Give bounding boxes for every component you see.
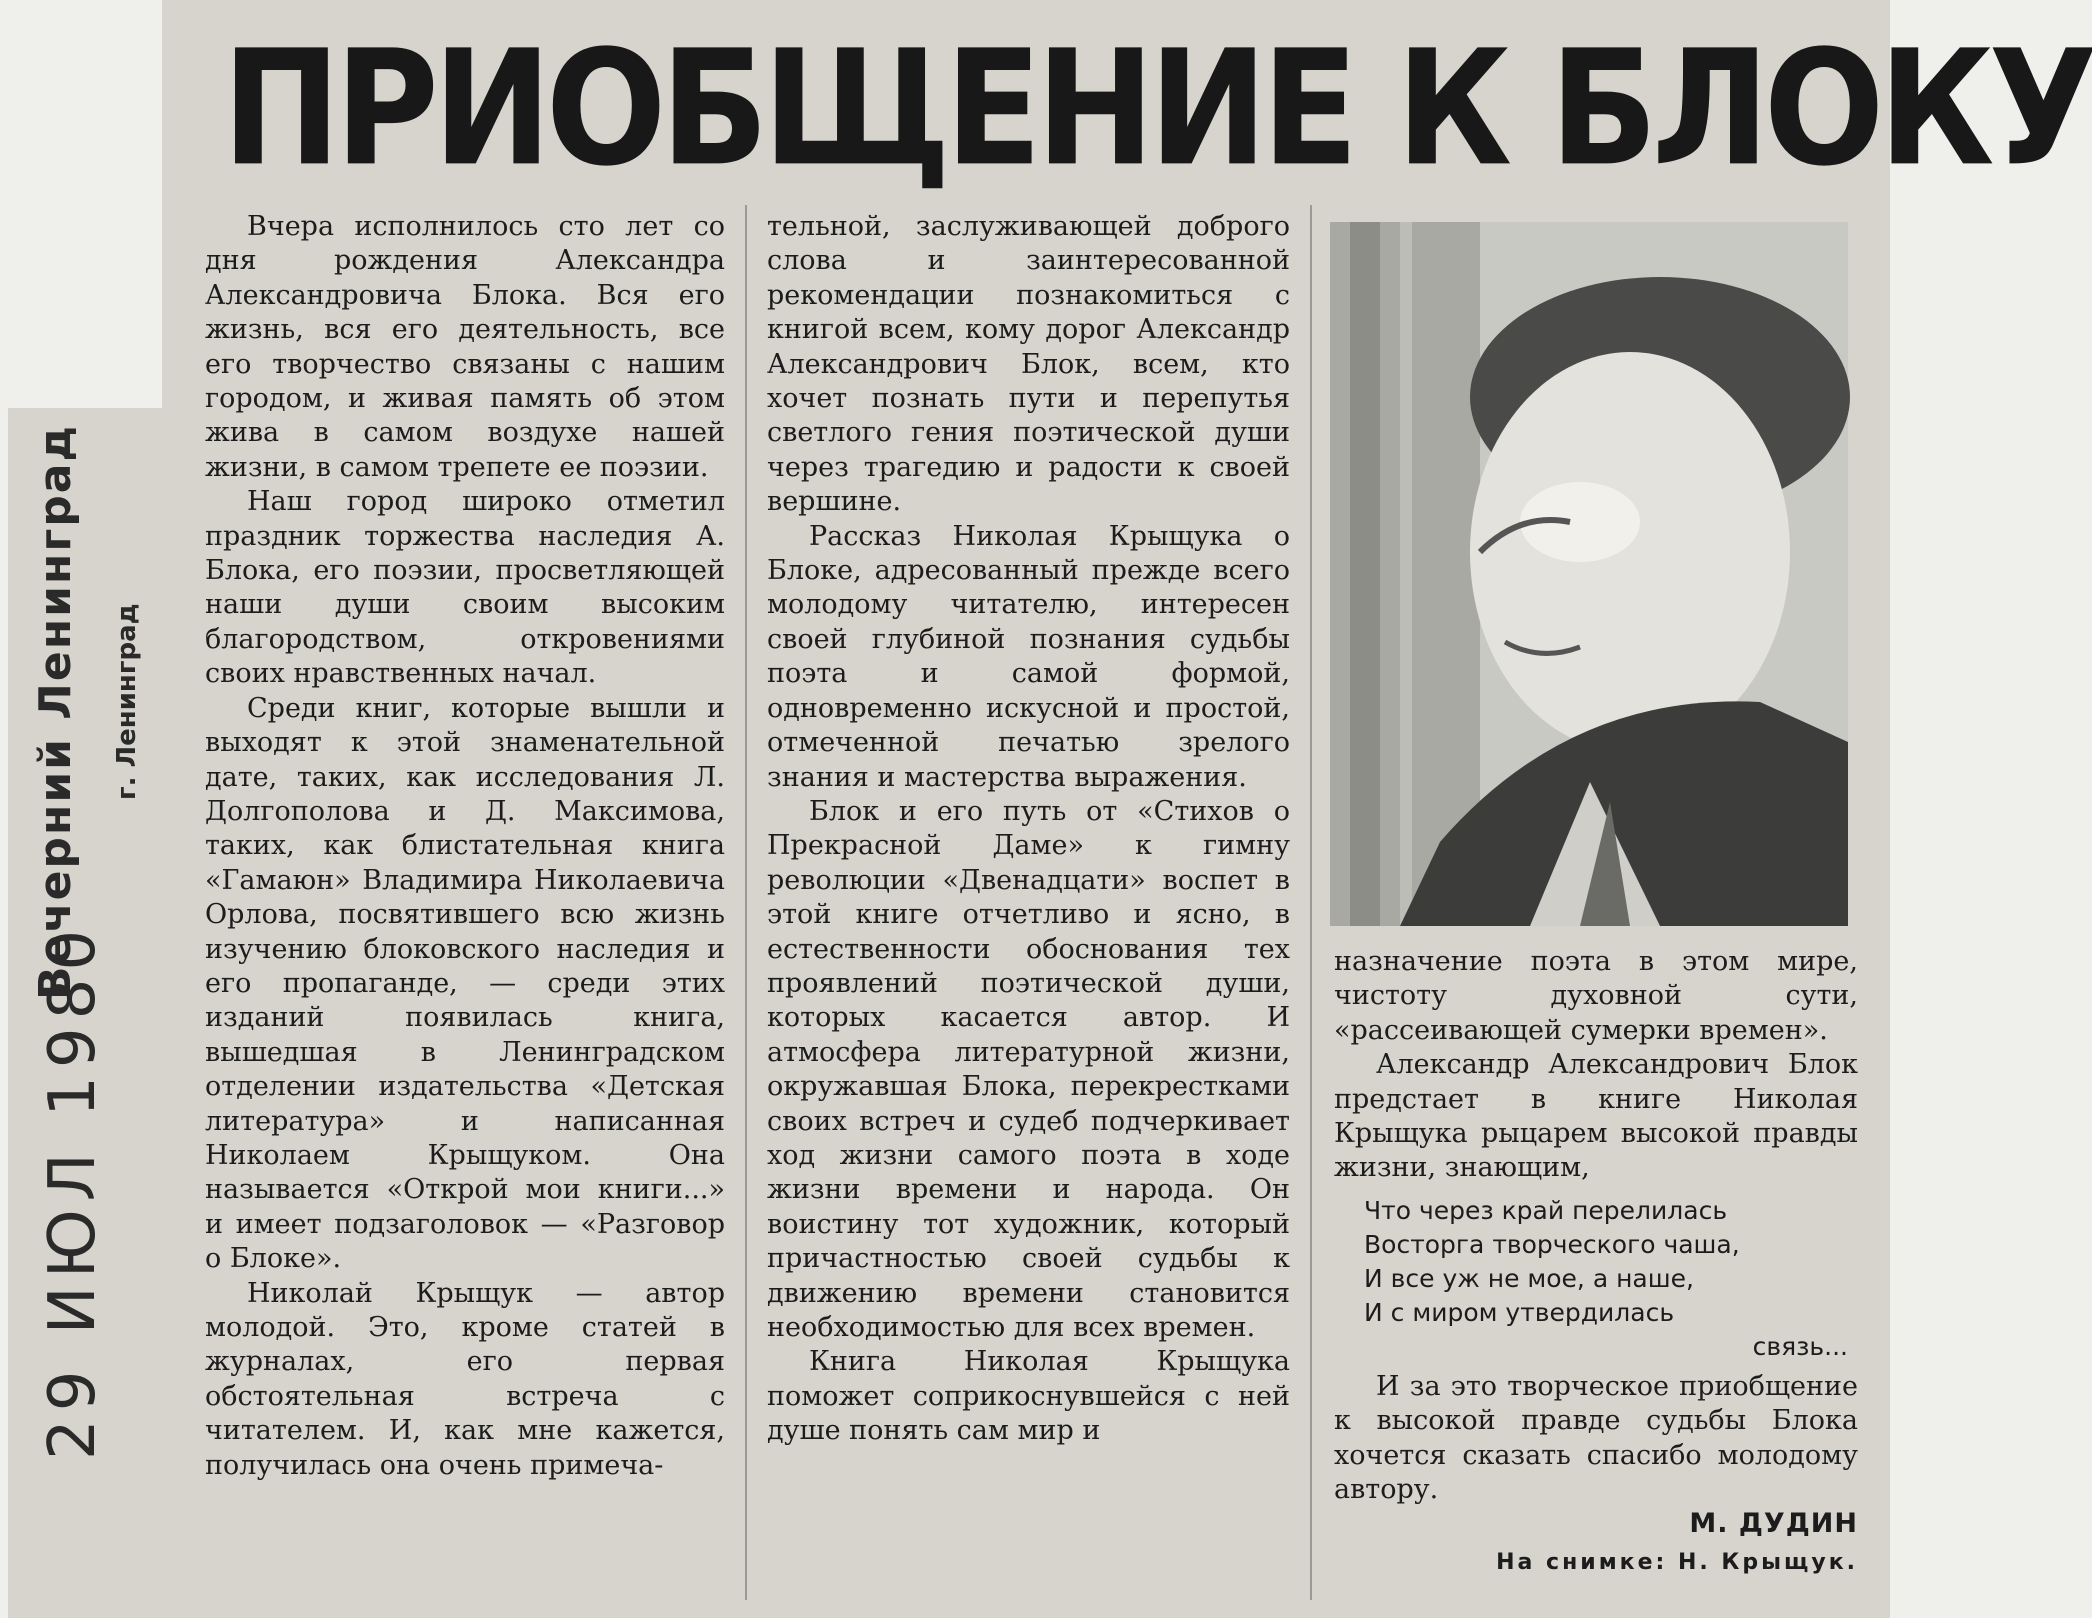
paragraph: И за это творческое приобщение к высокой правде судьбы Блока хочется сказать спасибо молодому автору.	[1334, 1370, 1858, 1506]
paragraph: Александр Александрович Блок предстает в книге Николая Крыщука рыцарем высокой правды жизни, знающим,	[1334, 1049, 1858, 1184]
poem-line: И все уж не мое, а наше,	[1364, 1263, 1694, 1293]
photo-caption: На снимке: Н. Крыщук.	[1496, 1549, 1858, 1575]
paragraph: Николай Крыщук — автор молодой. Это, кроме статей в журналах, его первая обстоятельная встреча с читателем. И, как мне кажется, получилась она очень примеча-	[205, 1277, 725, 1481]
article-column-2	[767, 210, 1290, 1449]
headline: ПРИОБЩЕНИЕ К БЛОКУ	[222, 16, 2092, 202]
poem-quote	[1364, 1194, 1858, 1364]
paragraph: Среди книг, которые вышли и выходят к этой знаменательной дате, таких, как исследования Л. Долгополова и Д. Максимова, таких, как блистательная книга «Гамаюн» Владимира Николаевича Орлова, посвятившего всю жизнь изучению блоковского наследия и его пропаганде, — среди этих изданий появилась книга, вышедшая в Ленинградском отделении издательства «Детская литература» и написанная Николаем Крыщуком. Она называется «Открой мои книги...» и имеет подзаголовок — «Разговор о Блоке».	[205, 692, 725, 1275]
poem-line: связь...	[1752, 1331, 1848, 1361]
author-signature: М. ДУДИН	[1689, 1508, 1858, 1540]
paragraph: Наш город широко отметил праздник торжества наследия А. Блока, его поэзии, просветляющей наши души своим высоким благородством, откровениями своих нравственных начал.	[205, 486, 725, 690]
article-column-3	[1334, 945, 1858, 1580]
paragraph: Книга Николая Крыщука поможет соприкоснувшейся с ней душе понять сам мир и	[767, 1346, 1290, 1447]
paragraph: Рассказ Николая Крыщука о Блоке, адресованный прежде всего молодому читателю, интересен своей глубиной познания судьбы поэта и самой формой, одновременно искусной и простой, отмеченной печатью зрелого знания и мастерства выражения.	[767, 520, 1290, 793]
poem-line: И с миром утвердилась	[1364, 1297, 1675, 1327]
paragraph: тельной, заслуживающей доброго слова и заинтересованной рекомендации познакомиться с книгой всем, кому дорог Александр Александрович Блок, всем, кто хочет познать пути и перепутья светлого гения поэтической души через трагедию и радости к своей вершине.	[767, 211, 1290, 518]
column-rule-1	[745, 205, 747, 1600]
paragraph: Блок и его путь от «Стихов о Прекрасной Даме» к гимну революции «Двенадцати» воспет в этой книге отчетливо и ясно, в естественности обоснования тех проявлений поэтической души, которых касается автор. И атмосфера литературной жизни, окружавшая Блока, перекрестками своих встреч и судеб подчеркивает ход жизни самого поэта в ходе жизни времени и народа. Он воистину тот художник, который причастностью своей судьбы к движению времени становится необходимостью для всех времен.	[767, 795, 1290, 1343]
stamp-newspaper-name: Вечерний Ленинград	[30, 423, 81, 1000]
poem-line: Что через край перелилась	[1364, 1195, 1728, 1225]
portrait-photo-icon	[1330, 222, 1848, 926]
poem-line: Восторга творческого чаша,	[1364, 1229, 1740, 1259]
column-rule-2	[1310, 205, 1312, 1600]
paragraph: Вчера исполнилось сто лет со дня рождения Александра Александровича Блока. Вся его жизнь, вся его деятельность, все его творчество связаны с нашим городом, и живая память об этом жива в самом воздухе нашей жизни, в самом трепете ее поэзии.	[205, 211, 725, 483]
stamp-city: г. Ленинград	[112, 603, 142, 800]
paragraph: назначение поэта в этом мире, чистоту духовной сути, «рассеивающей сумерки времен».	[1334, 946, 1858, 1046]
stamp-date: 29 ИЮЛ 1980	[36, 921, 110, 1460]
portrait-photo	[1330, 222, 1848, 926]
article-column-1	[205, 210, 725, 1483]
